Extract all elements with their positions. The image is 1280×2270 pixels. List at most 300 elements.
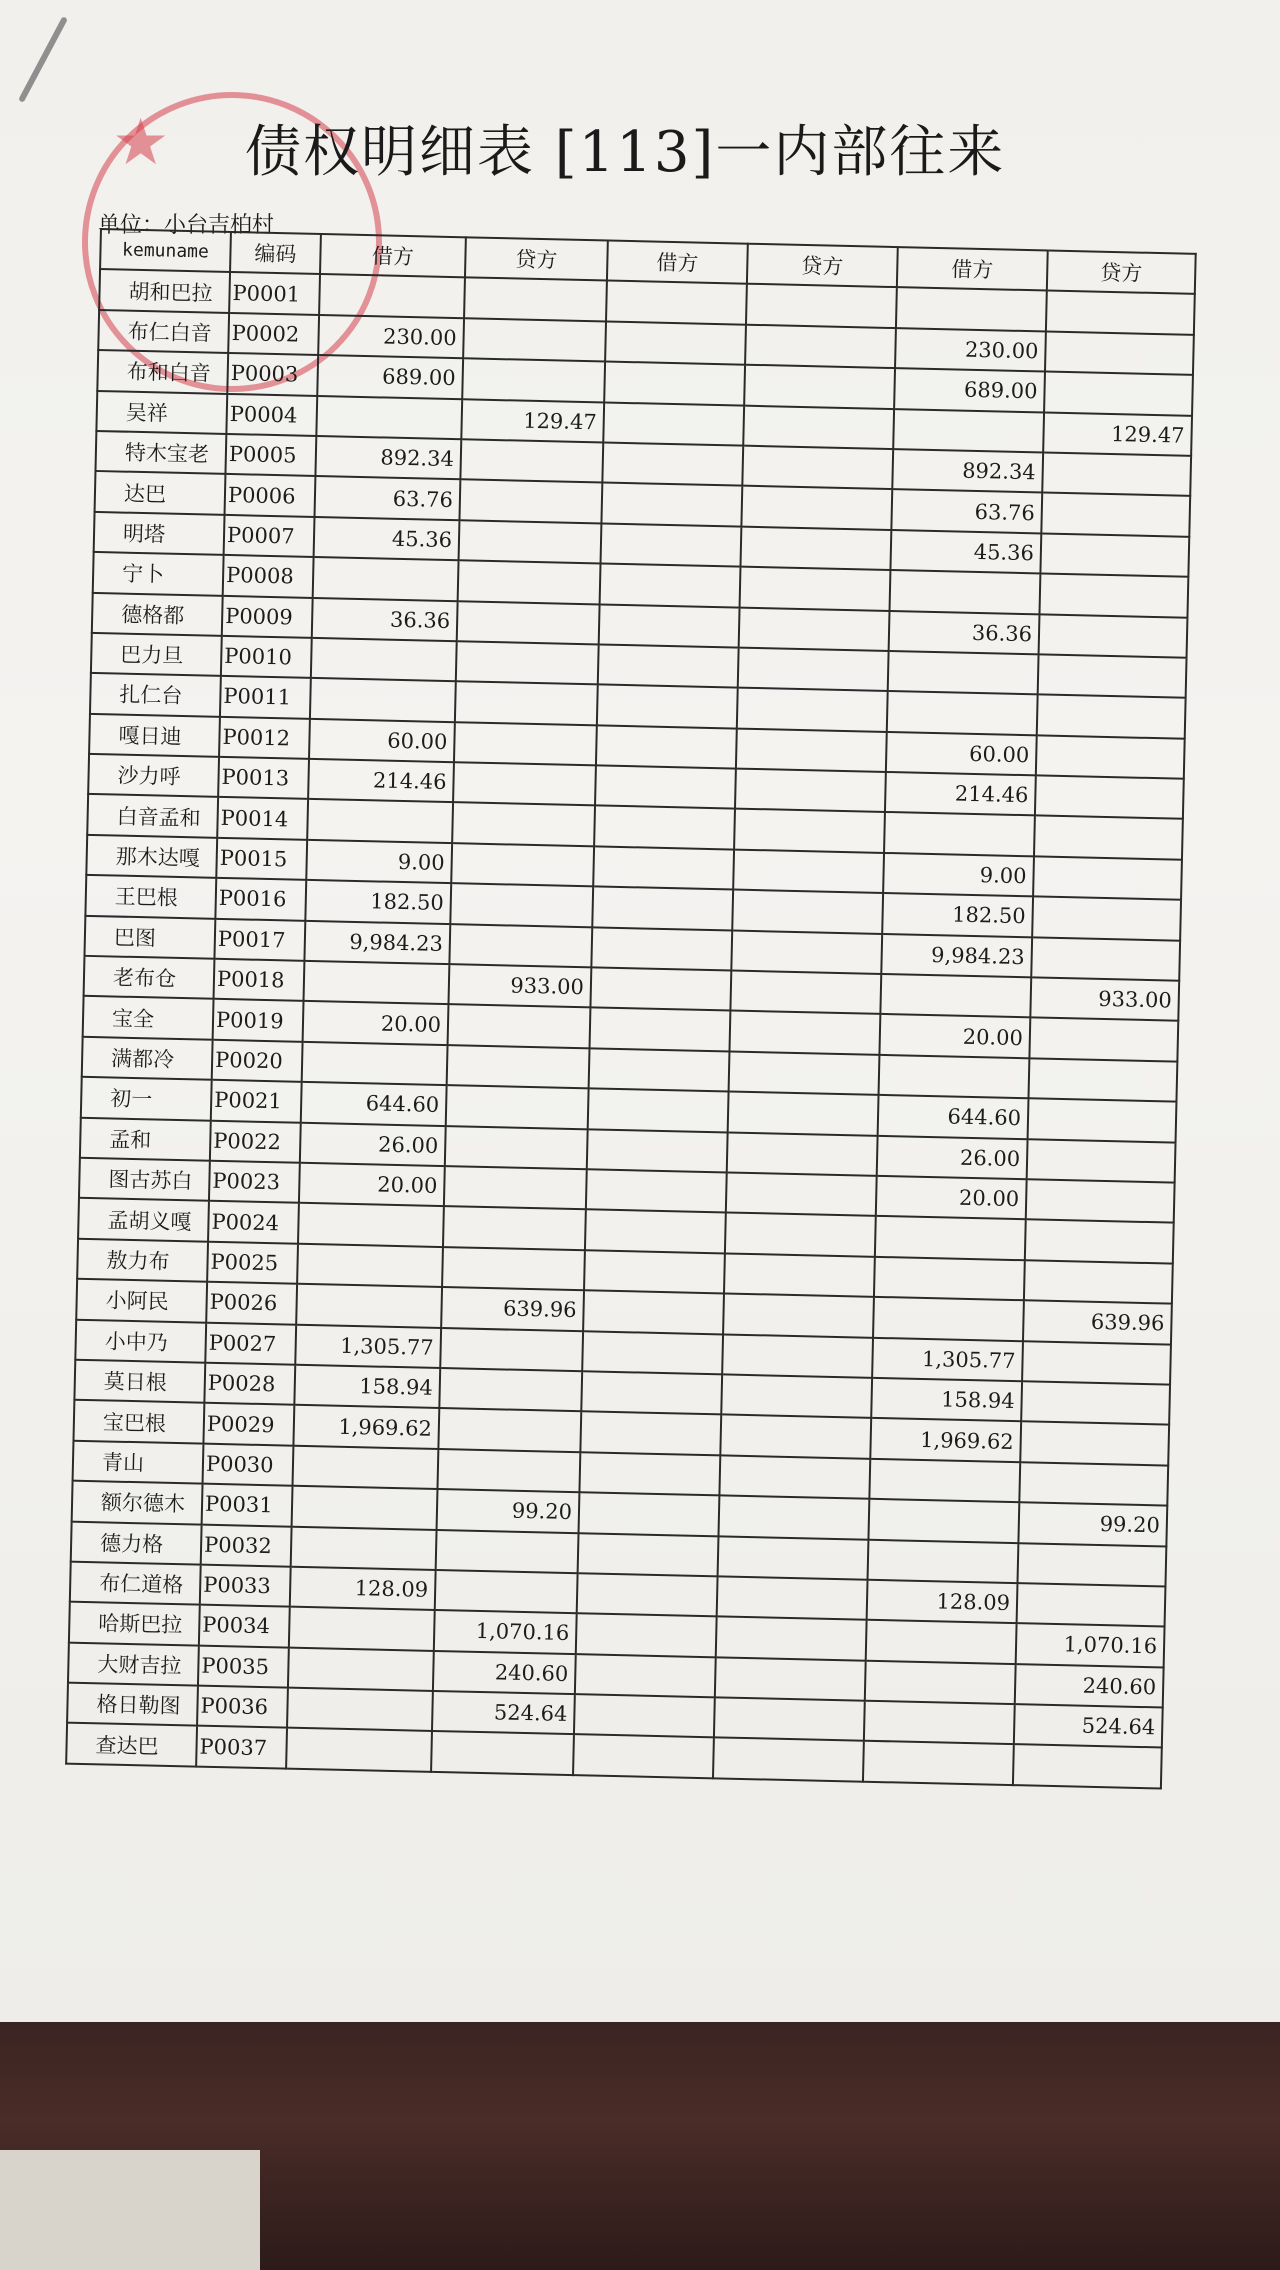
amount-cell: 689.00 <box>894 368 1045 412</box>
amount-cell <box>443 1206 586 1250</box>
amount-cell <box>728 1092 879 1136</box>
amount-cell: 892.34 <box>315 436 461 480</box>
amount-cell: 129.47 <box>1043 412 1192 456</box>
amount-cell <box>729 1011 880 1055</box>
amount-cell <box>445 1126 588 1170</box>
amount-cell: 158.94 <box>294 1365 440 1409</box>
amount-cell <box>456 641 599 685</box>
amount-cell: 20.00 <box>876 1176 1027 1220</box>
amount-cell <box>455 681 598 725</box>
row-name: 巴图 <box>84 915 215 958</box>
column-header: 借方 <box>897 247 1048 291</box>
amount-cell: 230.00 <box>318 315 464 359</box>
row-name: 大财吉拉 <box>68 1642 199 1685</box>
row-name: 满都冷 <box>82 1037 213 1080</box>
row-code: P0037 <box>196 1726 287 1768</box>
amount-cell: 639.96 <box>441 1287 584 1331</box>
amount-cell <box>873 1297 1024 1341</box>
amount-cell <box>431 1731 574 1775</box>
row-name: 巴力旦 <box>91 633 222 676</box>
row-name: 孟和 <box>80 1117 211 1160</box>
amount-cell: 230.00 <box>895 328 1046 372</box>
amount-cell: 9,984.23 <box>304 920 450 964</box>
amount-cell <box>606 281 747 325</box>
amount-cell <box>863 1741 1014 1785</box>
amount-cell: 128.09 <box>867 1580 1018 1624</box>
amount-cell <box>734 809 885 853</box>
row-code: P0018 <box>214 959 305 1001</box>
amount-cell <box>605 321 746 365</box>
row-code: P0012 <box>219 717 310 759</box>
amount-cell <box>1013 1745 1162 1789</box>
row-name: 查达巴 <box>66 1723 197 1766</box>
amount-cell <box>579 1492 720 1536</box>
amount-cell <box>730 971 881 1015</box>
amount-cell <box>602 442 743 486</box>
amount-cell <box>577 1573 718 1617</box>
amount-cell <box>1045 331 1194 375</box>
amount-cell <box>302 1042 448 1086</box>
amount-cell <box>582 1331 723 1375</box>
amount-cell <box>442 1247 585 1291</box>
amount-cell <box>584 1250 725 1294</box>
row-name: 王巴根 <box>85 875 216 918</box>
floor-area <box>0 2150 260 2270</box>
row-name: 小中乃 <box>75 1319 206 1362</box>
amount-cell <box>1025 1220 1174 1264</box>
column-header: 编码 <box>230 232 321 274</box>
amount-cell <box>460 439 603 483</box>
column-header: 贷方 <box>465 237 608 281</box>
amount-cell: 20.00 <box>299 1163 445 1207</box>
column-header: 借方 <box>607 241 748 285</box>
amount-cell: 1,305.77 <box>872 1337 1023 1381</box>
amount-cell: 36.36 <box>889 611 1040 655</box>
amount-cell <box>869 1459 1020 1503</box>
amount-cell <box>737 688 888 732</box>
amount-cell <box>600 564 741 608</box>
amount-cell <box>1032 897 1181 941</box>
amount-cell <box>715 1657 866 1701</box>
amount-cell <box>446 1085 589 1129</box>
amount-cell <box>1044 372 1193 416</box>
amount-cell <box>286 1728 432 1772</box>
amount-cell <box>435 1570 578 1614</box>
amount-cell <box>292 1486 438 1530</box>
amount-cell <box>880 974 1031 1018</box>
amount-cell <box>459 520 602 564</box>
row-code: P0026 <box>206 1282 297 1324</box>
row-code: P0005 <box>225 434 316 476</box>
row-name: 胡和巴拉 <box>99 269 230 312</box>
amount-cell <box>450 883 593 927</box>
row-name: 明塔 <box>94 512 225 555</box>
amount-cell: 182.50 <box>882 893 1033 937</box>
amount-cell: 240.60 <box>1015 1664 1164 1708</box>
amount-cell <box>578 1533 719 1577</box>
amount-cell <box>313 557 459 601</box>
amount-cell: 63.76 <box>891 489 1042 533</box>
row-code: P0003 <box>227 353 318 395</box>
amount-cell <box>289 1607 435 1651</box>
row-name: 图古苏白 <box>79 1158 210 1201</box>
row-code: P0013 <box>218 757 309 799</box>
amount-cell: 524.64 <box>432 1691 575 1735</box>
amount-cell: 158.94 <box>871 1378 1022 1422</box>
amount-cell <box>735 769 886 813</box>
amount-cell <box>722 1334 873 1378</box>
amount-cell <box>310 678 456 722</box>
amount-cell <box>575 1654 716 1698</box>
row-code: P0024 <box>208 1201 299 1243</box>
amount-cell <box>297 1244 443 1288</box>
amount-cell <box>592 887 733 931</box>
amount-cell <box>603 402 744 446</box>
amount-cell: 99.20 <box>437 1489 580 1533</box>
amount-cell <box>298 1203 444 1247</box>
amount-cell <box>601 523 742 567</box>
amount-cell <box>746 284 897 328</box>
amount-cell <box>452 803 595 847</box>
amount-cell <box>580 1412 721 1456</box>
amount-cell <box>864 1701 1015 1745</box>
amount-cell <box>583 1290 724 1334</box>
staple-mark <box>18 16 68 103</box>
row-code: P0036 <box>197 1686 288 1728</box>
row-name: 敖力布 <box>77 1239 208 1282</box>
amount-cell <box>448 1005 591 1049</box>
row-name: 扎仁台 <box>90 673 221 716</box>
amount-cell: 933.00 <box>1030 977 1179 1021</box>
row-name: 宁卜 <box>93 552 224 595</box>
row-name: 白音孟和 <box>87 794 218 837</box>
amount-cell <box>590 967 731 1011</box>
row-name: 嘎日迪 <box>89 714 220 757</box>
row-code: P0010 <box>221 636 312 678</box>
amount-cell <box>1041 493 1190 537</box>
row-name: 老布仓 <box>84 956 215 999</box>
amount-cell: 933.00 <box>448 964 591 1008</box>
amount-cell <box>573 1735 714 1779</box>
row-code: P0035 <box>198 1645 289 1687</box>
amount-cell <box>437 1449 580 1493</box>
amount-cell <box>588 1089 729 1133</box>
amount-cell: 99.20 <box>1018 1502 1167 1546</box>
amount-cell <box>1020 1422 1169 1466</box>
amount-cell <box>1039 574 1188 618</box>
amount-cell <box>714 1697 865 1741</box>
amount-cell <box>727 1132 878 1176</box>
amount-cell: 524.64 <box>1014 1704 1163 1748</box>
amount-cell: 644.60 <box>878 1095 1029 1139</box>
amount-cell <box>587 1129 728 1173</box>
amount-cell: 36.36 <box>312 597 458 641</box>
row-name: 布仁白音 <box>98 310 229 353</box>
amount-cell <box>457 601 600 645</box>
amount-cell <box>454 722 597 766</box>
amount-cell <box>868 1499 1019 1543</box>
amount-cell: 63.76 <box>315 476 461 520</box>
amount-cell <box>725 1213 876 1257</box>
amount-cell <box>741 486 892 530</box>
amount-cell: 1,070.16 <box>1016 1623 1165 1667</box>
row-code: P0004 <box>226 393 317 435</box>
amount-cell <box>464 278 607 322</box>
row-code: P0028 <box>204 1363 295 1405</box>
amount-cell <box>745 324 896 368</box>
amount-cell <box>438 1408 581 1452</box>
amount-cell <box>304 961 450 1005</box>
amount-cell <box>723 1294 874 1338</box>
amount-cell: 214.46 <box>308 759 454 803</box>
amount-cell: 240.60 <box>433 1651 576 1695</box>
row-code: P0027 <box>205 1322 296 1364</box>
row-code: P0023 <box>209 1161 300 1203</box>
row-code: P0007 <box>224 515 315 557</box>
amount-cell <box>879 1055 1030 1099</box>
amount-cell <box>459 480 602 524</box>
amount-cell: 644.60 <box>301 1082 447 1126</box>
amount-cell: 892.34 <box>892 449 1043 493</box>
row-code: P0029 <box>203 1403 294 1445</box>
amount-cell <box>579 1452 720 1496</box>
amount-cell <box>1017 1583 1166 1627</box>
row-code: P0015 <box>216 838 307 880</box>
row-name: 德格都 <box>92 592 223 635</box>
amount-cell: 639.96 <box>1023 1300 1172 1344</box>
amount-cell <box>893 409 1044 453</box>
amount-cell <box>1036 735 1185 779</box>
column-header: 贷方 <box>1047 251 1196 295</box>
amount-cell <box>743 405 894 449</box>
row-name: 宝全 <box>83 996 214 1039</box>
amount-cell <box>589 1048 730 1092</box>
amount-cell <box>896 287 1047 331</box>
amount-cell: 689.00 <box>317 355 463 399</box>
amount-cell <box>574 1694 715 1738</box>
amount-cell <box>884 812 1035 856</box>
amount-cell <box>739 607 890 651</box>
row-name: 布仁道格 <box>70 1562 201 1605</box>
amount-cell <box>1042 452 1191 496</box>
amount-cell <box>1033 856 1182 900</box>
amount-cell <box>597 685 738 729</box>
amount-cell <box>311 638 457 682</box>
row-name: 沙力呼 <box>88 754 219 797</box>
amount-cell: 60.00 <box>886 732 1037 776</box>
amount-cell <box>291 1526 437 1570</box>
amount-cell <box>316 396 462 440</box>
amount-cell <box>1026 1179 1175 1223</box>
amount-cell <box>591 927 732 971</box>
column-header: kemuname <box>100 229 231 272</box>
amount-cell <box>593 846 734 890</box>
amount-cell <box>887 691 1038 735</box>
amount-cell <box>1046 291 1195 335</box>
row-code: P0011 <box>220 676 311 718</box>
amount-cell <box>576 1613 717 1657</box>
amount-cell <box>440 1328 583 1372</box>
amount-cell: 20.00 <box>879 1014 1030 1058</box>
row-name: 宝巴根 <box>73 1400 204 1443</box>
amount-cell <box>866 1620 1017 1664</box>
amount-cell <box>1038 654 1187 698</box>
amount-cell <box>740 526 891 570</box>
amount-cell <box>1027 1139 1176 1183</box>
amount-cell <box>463 318 606 362</box>
amount-cell <box>1040 533 1189 577</box>
amount-cell <box>453 762 596 806</box>
row-code: P0032 <box>201 1524 292 1566</box>
amount-cell <box>717 1576 868 1620</box>
amount-cell <box>718 1536 869 1580</box>
amount-cell <box>436 1529 579 1573</box>
amount-cell <box>720 1415 871 1459</box>
column-header: 贷方 <box>747 244 898 288</box>
amount-cell: 1,969.62 <box>870 1418 1021 1462</box>
amount-cell <box>595 765 736 809</box>
amount-cell <box>598 644 739 688</box>
amount-cell <box>1028 1098 1177 1142</box>
amount-cell <box>590 1008 731 1052</box>
amount-cell <box>288 1647 434 1691</box>
amount-cell <box>319 274 465 318</box>
row-name: 青山 <box>73 1440 204 1483</box>
amount-cell <box>865 1660 1016 1704</box>
amount-cell <box>601 483 742 527</box>
amount-cell <box>874 1257 1025 1301</box>
amount-cell: 182.50 <box>305 880 451 924</box>
amount-cell: 45.36 <box>314 517 460 561</box>
amount-cell <box>740 567 891 611</box>
amount-cell <box>718 1495 869 1539</box>
row-code: P0020 <box>212 1040 303 1082</box>
amount-cell <box>599 604 740 648</box>
amount-cell <box>732 890 883 934</box>
row-code: P0030 <box>203 1443 294 1485</box>
amount-cell <box>293 1445 439 1489</box>
amount-cell <box>287 1688 433 1732</box>
row-name: 格日勒图 <box>67 1683 198 1726</box>
row-code: P0033 <box>200 1565 291 1607</box>
amount-cell: 26.00 <box>300 1122 446 1166</box>
amount-cell <box>596 725 737 769</box>
row-code: P0017 <box>214 918 305 960</box>
row-name: 那木达嘎 <box>86 835 217 878</box>
row-name: 吴祥 <box>96 391 227 434</box>
row-code: P0006 <box>225 474 316 516</box>
row-code: P0016 <box>215 878 306 920</box>
row-name: 布和白音 <box>97 350 228 393</box>
amount-cell <box>744 365 895 409</box>
amount-cell <box>585 1210 726 1254</box>
amount-cell: 9,984.23 <box>881 934 1032 978</box>
row-code: P0019 <box>213 999 304 1041</box>
amount-cell <box>451 843 594 887</box>
amount-cell <box>1022 1341 1171 1385</box>
amount-cell <box>1037 695 1186 739</box>
amount-cell: 1,969.62 <box>293 1405 439 1449</box>
amount-cell: 1,070.16 <box>434 1610 577 1654</box>
amount-cell: 129.47 <box>461 399 604 443</box>
amount-cell <box>1019 1462 1168 1506</box>
amount-cell: 26.00 <box>877 1135 1028 1179</box>
amount-cell <box>594 806 735 850</box>
row-code: P0021 <box>211 1080 302 1122</box>
row-code: P0002 <box>228 313 319 355</box>
amount-cell <box>449 924 592 968</box>
amount-cell <box>586 1169 727 1213</box>
row-name: 小阿民 <box>76 1279 207 1322</box>
table-body <box>66 269 1195 1788</box>
amount-cell <box>726 1172 877 1216</box>
amount-cell <box>1031 937 1180 981</box>
row-code: P0034 <box>199 1605 290 1647</box>
amount-cell <box>724 1253 875 1297</box>
amount-cell <box>736 728 887 772</box>
row-code: P0001 <box>229 272 320 314</box>
amount-cell <box>604 362 745 406</box>
amount-cell <box>888 651 1039 695</box>
amount-cell <box>296 1284 442 1328</box>
amount-cell <box>439 1368 582 1412</box>
amount-cell <box>868 1539 1019 1583</box>
page-title: 债权明细表 [113]一内部往来 <box>245 120 1006 185</box>
unit-label: 单位：小台吉柏村 <box>98 213 275 238</box>
amount-cell <box>713 1738 864 1782</box>
column-header: 借方 <box>320 234 466 278</box>
amount-cell <box>462 358 605 402</box>
amount-cell <box>1017 1543 1166 1587</box>
amount-cell <box>731 930 882 974</box>
amount-cell <box>890 570 1041 614</box>
amount-cell <box>307 799 453 843</box>
amount-cell <box>742 446 893 490</box>
amount-cell <box>444 1166 587 1210</box>
amount-cell <box>721 1374 872 1418</box>
amount-cell <box>1039 614 1188 658</box>
row-name: 达巴 <box>95 471 226 514</box>
row-name: 哈斯巴拉 <box>69 1602 200 1645</box>
amount-cell: 128.09 <box>290 1567 436 1611</box>
amount-cell <box>1028 1058 1177 1102</box>
row-name: 莫日根 <box>74 1360 205 1403</box>
amount-cell: 214.46 <box>885 772 1036 816</box>
amount-cell <box>875 1216 1026 1260</box>
row-code: P0025 <box>207 1241 298 1283</box>
seal-star-icon: ★ <box>112 106 170 180</box>
amount-cell: 60.00 <box>309 719 455 763</box>
ledger-table <box>65 228 1197 1789</box>
amount-cell <box>738 648 889 692</box>
row-code: P0014 <box>217 797 308 839</box>
amount-cell: 1,305.77 <box>295 1324 441 1368</box>
amount-cell <box>716 1617 867 1661</box>
row-code: P0022 <box>210 1120 301 1162</box>
amount-cell: 45.36 <box>890 530 1041 574</box>
row-name: 特木宝老 <box>95 431 226 474</box>
amount-cell: 9.00 <box>883 853 1034 897</box>
amount-cell <box>1034 816 1183 860</box>
amount-cell: 9.00 <box>306 840 452 884</box>
row-name: 初一 <box>81 1077 212 1120</box>
row-name: 额尔德木 <box>72 1481 203 1524</box>
amount-cell <box>1029 1018 1178 1062</box>
amount-cell <box>1035 775 1184 819</box>
amount-cell: 20.00 <box>303 1001 449 1045</box>
amount-cell <box>447 1045 590 1089</box>
amount-cell <box>458 560 601 604</box>
